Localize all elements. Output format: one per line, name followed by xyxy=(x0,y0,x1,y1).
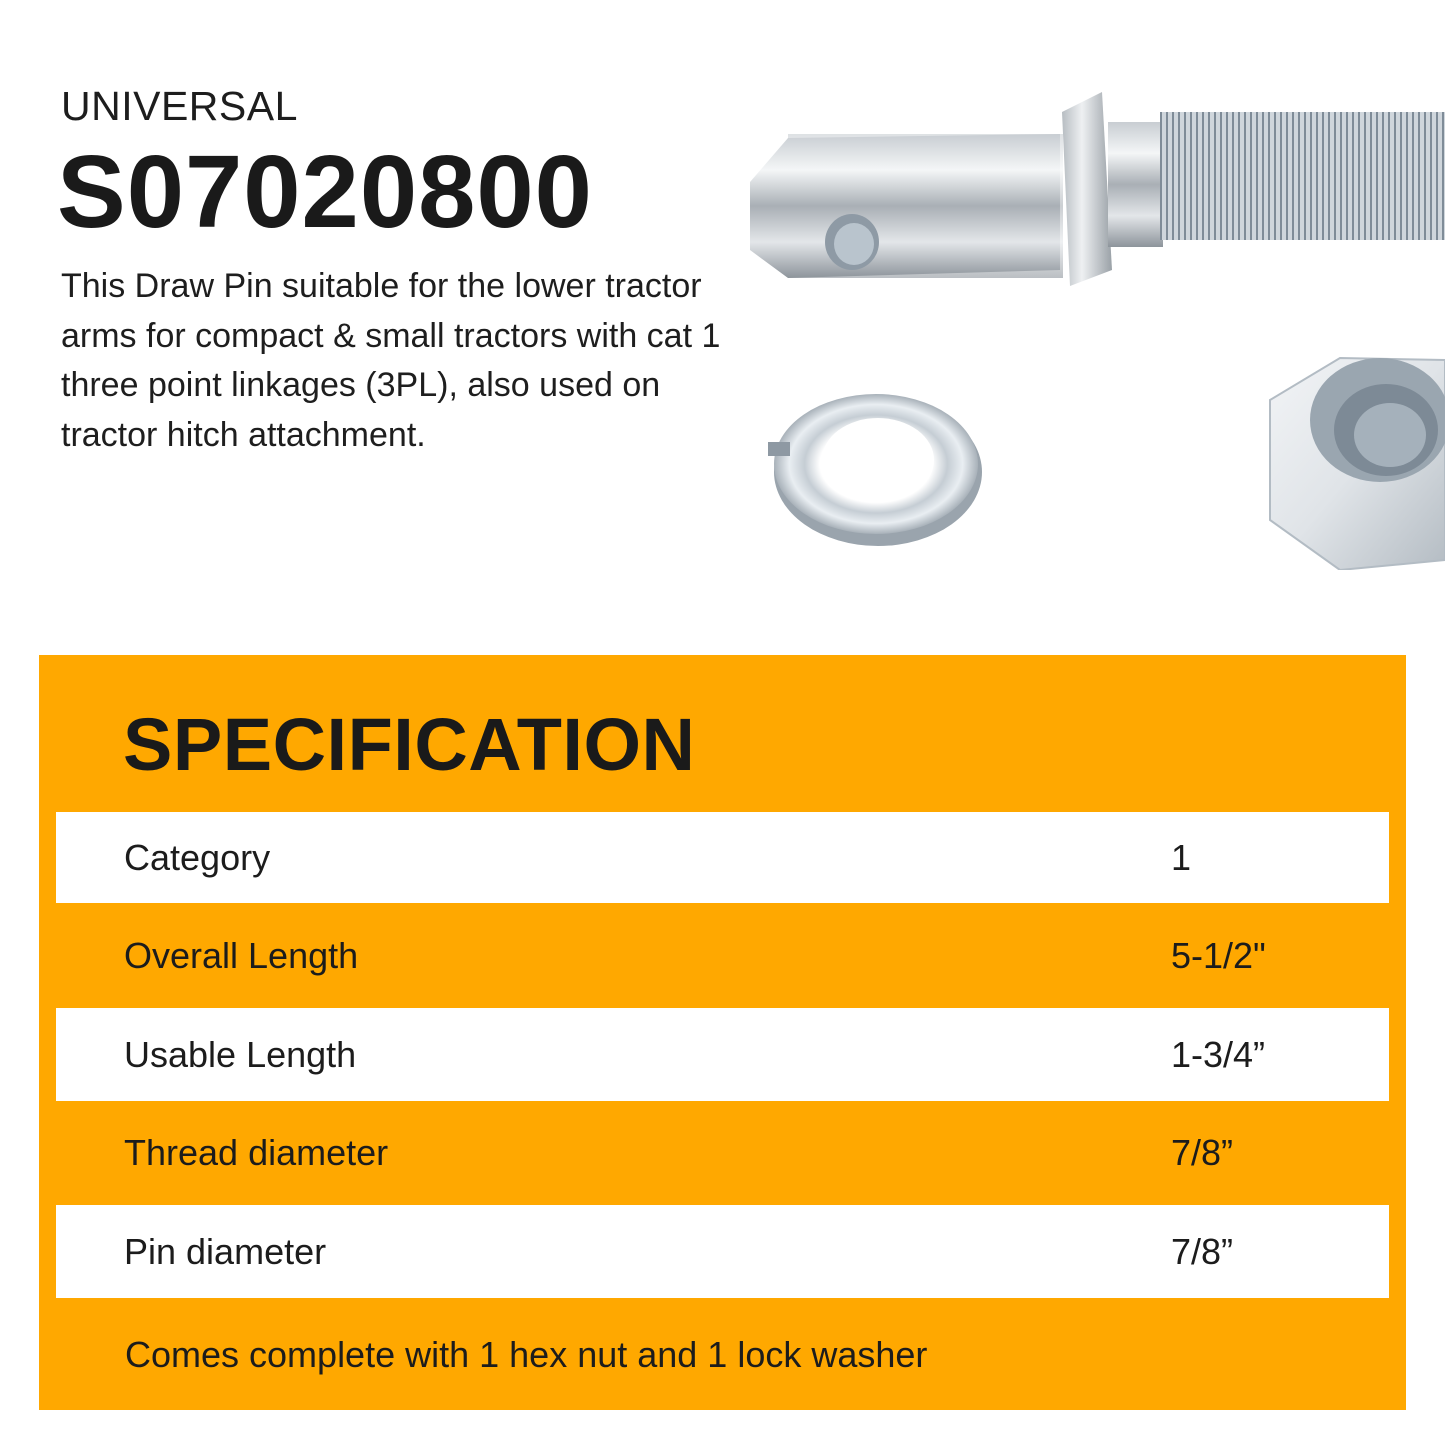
spec-value: 1 xyxy=(1171,836,1192,878)
spec-value: 5-1/2" xyxy=(1171,934,1266,976)
spec-value: 1-3/4” xyxy=(1171,1033,1266,1075)
spec-row-category xyxy=(56,812,1389,903)
lock-washer-graphic xyxy=(768,394,982,546)
spec-row-usable-length xyxy=(56,1008,1389,1101)
spec-label: Usable Length xyxy=(124,1033,357,1075)
brand-label: UNIVERSAL xyxy=(61,83,298,129)
spec-label: Overall Length xyxy=(124,934,359,976)
product-description: This Draw Pin suitable for the lower tractor arms for compact & small tractors with cat 1 three point linkages (3PL), also used on tractor hitch attachment. xyxy=(61,267,721,454)
spec-label: Pin diameter xyxy=(124,1230,327,1272)
spec-title: SPECIFICATION xyxy=(123,703,696,786)
spec-row-pin-diameter xyxy=(56,1205,1389,1298)
spec-label: Category xyxy=(124,836,271,878)
product-image xyxy=(740,90,1445,570)
specification-panel xyxy=(39,655,1406,1410)
spec-row-overall-length xyxy=(56,903,1389,1008)
spec-label: Thread diameter xyxy=(124,1132,389,1173)
spec-row-thread-diameter xyxy=(56,1101,1389,1205)
spec-value: 7/8” xyxy=(1171,1132,1234,1173)
hex-nut-graphic xyxy=(1270,358,1445,570)
model-number: S07020800 xyxy=(57,134,593,249)
draw-pin-graphic xyxy=(750,92,1445,286)
spec-value: 7/8” xyxy=(1171,1230,1234,1272)
included-items-note: Comes complete with 1 hex nut and 1 lock washer xyxy=(125,1334,928,1375)
